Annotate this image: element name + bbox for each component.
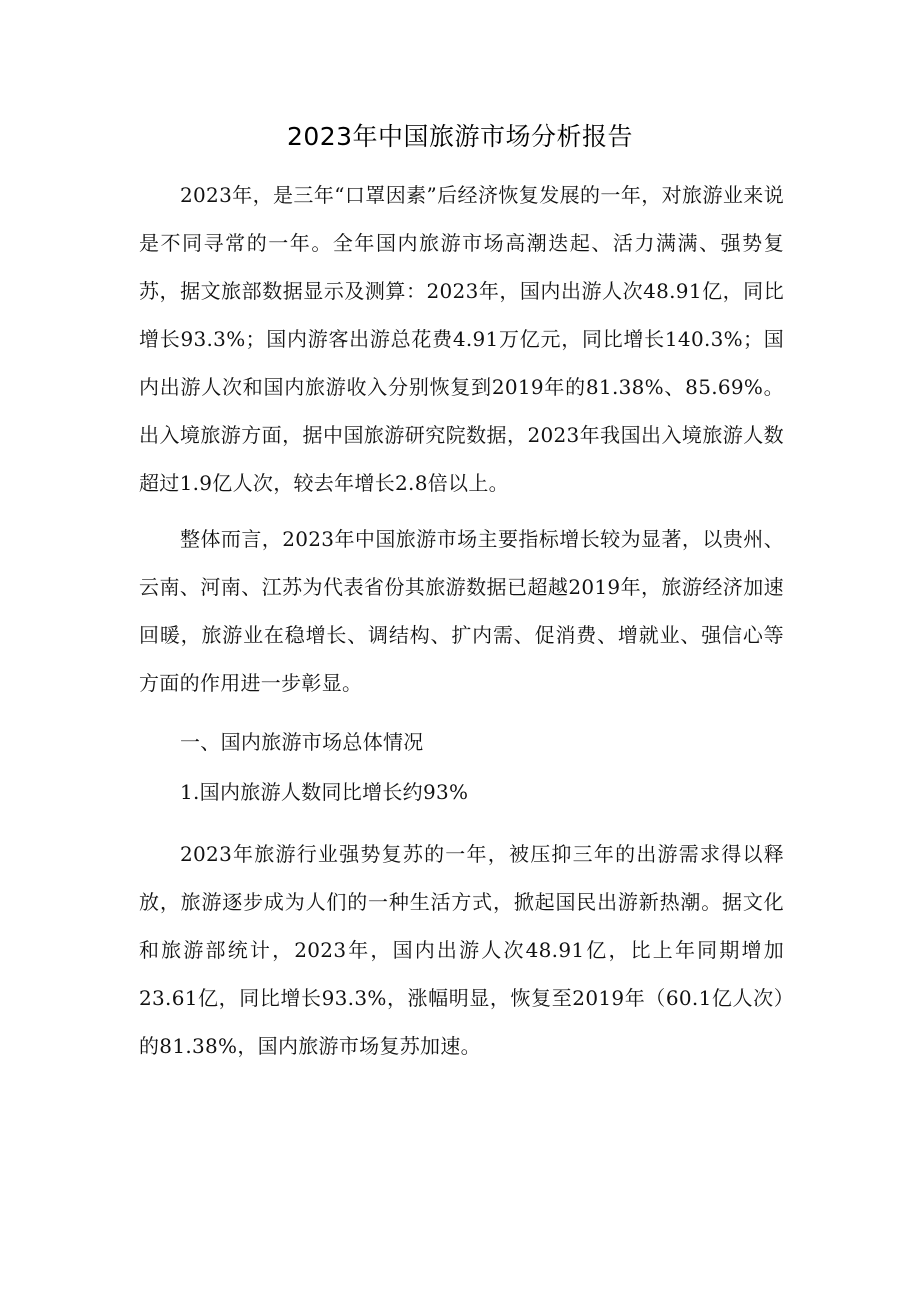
section-heading: 一、国内旅游市场总体情况 [180, 730, 424, 754]
intro-paragraph: 2023年，是三年“口罩因素”后经济恢复发展的一年，对旅游业来说是不同寻常的一年。全年国内旅游市场高潮迭起、活力满满、强势复苏，据文旅部数据显示及测算：2023年，国内出游人次48.91亿，同比增长93.3%；国内游客出游总花费4.91万亿元，同比增长140.3%；国内出游人次和国内旅游收入分别恢复到2019年的81.38%、85.69%。出入境旅游方面，据中国旅游研究院数据，2023年我国出入境旅游人数超过1.9亿人次，较去年增长2.8倍以上。 [139, 183, 784, 495]
subsection-heading: 1.国内旅游人数同比增长约93% [180, 780, 469, 804]
summary-paragraph: 整体而言，2023年中国旅游市场主要指标增长较为显著，以贵州、云南、河南、江苏为代表省份其旅游数据已超越2019年，旅游经济加速回暖，旅游业在稳增长、调结构、扩内需、促消费、增就业、强信心等方面的作用进一步彰显。 [139, 527, 784, 695]
domestic-tourism-paragraph: 2023年旅游行业强势复苏的一年，被压抑三年的出游需求得以释放，旅游逐步成为人们的一种生活方式，掀起国民出游新热潮。据文化和旅游部统计，2023年，国内出游人次48.91亿，比上年同期增加23.61亿，同比增长93.3%，涨幅明显，恢复至2019年（60.1亿人次）的81.38%，国内旅游市场复苏加速。 [139, 842, 784, 1058]
document-title: 2023年中国旅游市场分析报告 [286, 122, 634, 151]
